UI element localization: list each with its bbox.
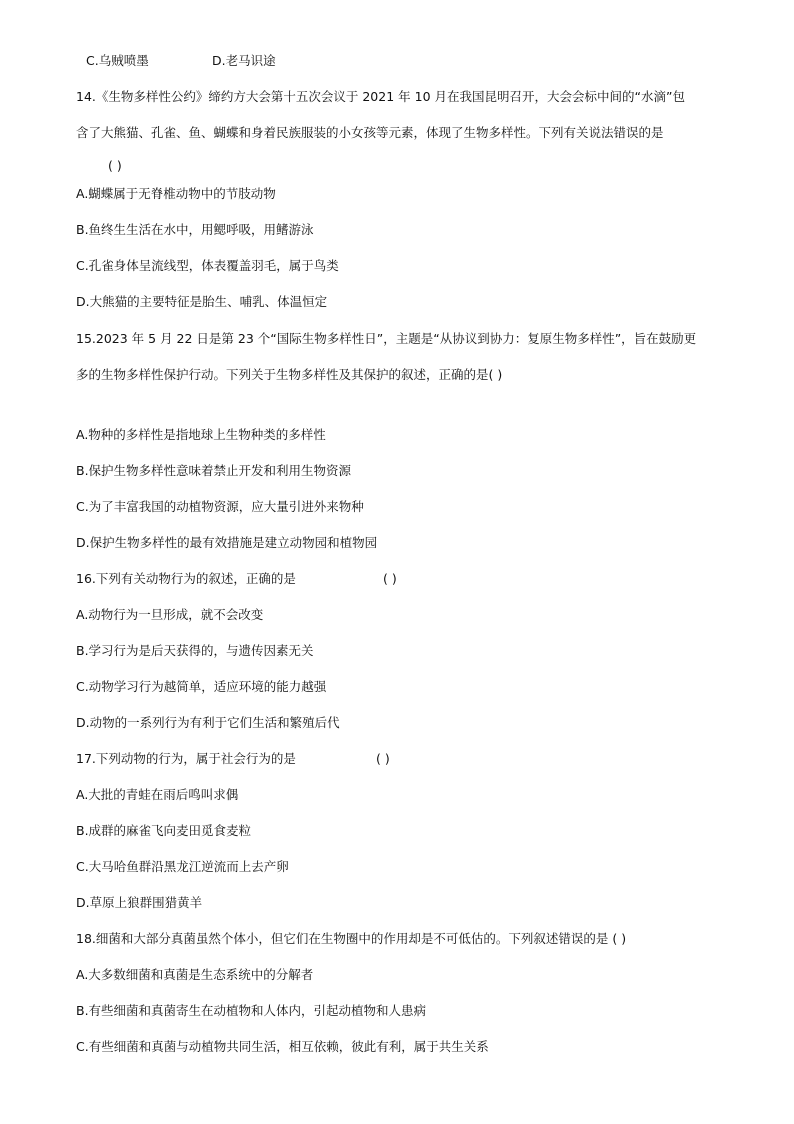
question-14-stem-line-2: 含了大熊猫、孔雀、鱼、蝴蝶和身着民族服装的小女孩等元素，体现了生物多样性。下列有关说法错误的是	[76, 125, 664, 140]
question-15-stem-line-2: 多的生物多样性保护行动。下列关于生物多样性及其保护的叙述，正确的是( )	[76, 367, 503, 382]
question-14-option-c: C.孔雀身体呈流线型，体表覆盖羽毛，属于鸟类	[76, 258, 339, 273]
question-16-option-a: A.动物行为一旦形成，就不会改变	[76, 607, 264, 622]
question-16-option-b: B.学习行为是后天获得的，与遗传因素无关	[76, 643, 314, 658]
question-14-stem-line-1: 14.《生物多样性公约》缔约方大会第十五次会议于 2021 年 10 月在我国昆明召开，大会会标中间的“水滴”包	[76, 89, 685, 104]
question-18-option-c: C.有些细菌和真菌与动植物共同生活，相互依赖，彼此有利，属于共生关系	[76, 1039, 489, 1054]
question-16-stem: 16.下列有关动物行为的叙述，正确的是	[76, 571, 296, 586]
question-15-stem-line-1: 15.2023 年 5 月 22 日是第 23 个“国际生物多样性日”，主题是“从协议到协力：复原生物多样性”，旨在鼓励更	[76, 331, 697, 346]
question-16-answer-paren: ( )	[383, 571, 397, 586]
option-c: C.乌贼喷墨	[86, 53, 149, 68]
question-14-option-a: A.蝴蝶属于无脊椎动物中的节肢动物	[76, 186, 276, 201]
question-17-answer-paren: ( )	[376, 751, 390, 766]
question-17-option-c: C.大马哈鱼群沿黑龙江逆流而上去产卵	[76, 859, 289, 874]
question-14-option-d: D.大熊猫的主要特征是胎生、哺乳、体温恒定	[76, 294, 328, 309]
question-17-stem: 17.下列动物的行为，属于社会行为的是	[76, 751, 296, 766]
question-18-option-b: B.有些细菌和真菌寄生在动植物和人体内，引起动植物和人患病	[76, 1003, 427, 1018]
question-17-option-a: A.大批的青蛙在雨后鸣叫求偶	[76, 787, 239, 802]
question-15-option-a: A.物种的多样性是指地球上生物种类的多样性	[76, 427, 326, 442]
question-15-option-c: C.为了丰富我国的动植物资源，应大量引进外来物种	[76, 499, 364, 514]
question-16-option-d: D.动物的一系列行为有利于它们生活和繁殖后代	[76, 715, 340, 730]
question-18-option-a: A.大多数细菌和真菌是生态系统中的分解者	[76, 967, 314, 982]
question-15-option-d: D.保护生物多样性的最有效措施是建立动物园和植物园	[76, 535, 378, 550]
question-18-stem: 18.细菌和大部分真菌虽然个体小，但它们在生物圈中的作用却是不可低估的。下列叙述错误的是 ( )	[76, 931, 627, 946]
question-15-option-b: B.保护生物多样性意味着禁止开发和利用生物资源	[76, 463, 352, 478]
question-16-option-c: C.动物学习行为越简单，适应环境的能力越强	[76, 679, 327, 694]
option-d: D.老马识途	[212, 53, 276, 68]
question-17-option-d: D.草原上狼群围猎黄羊	[76, 895, 203, 910]
question-17-option-b: B.成群的麻雀飞向麦田觅食麦粒	[76, 823, 252, 838]
question-14-option-b: B.鱼终生生活在水中，用鳃呼吸，用鳍游泳	[76, 222, 314, 237]
question-14-answer-paren: ( )	[108, 158, 122, 173]
